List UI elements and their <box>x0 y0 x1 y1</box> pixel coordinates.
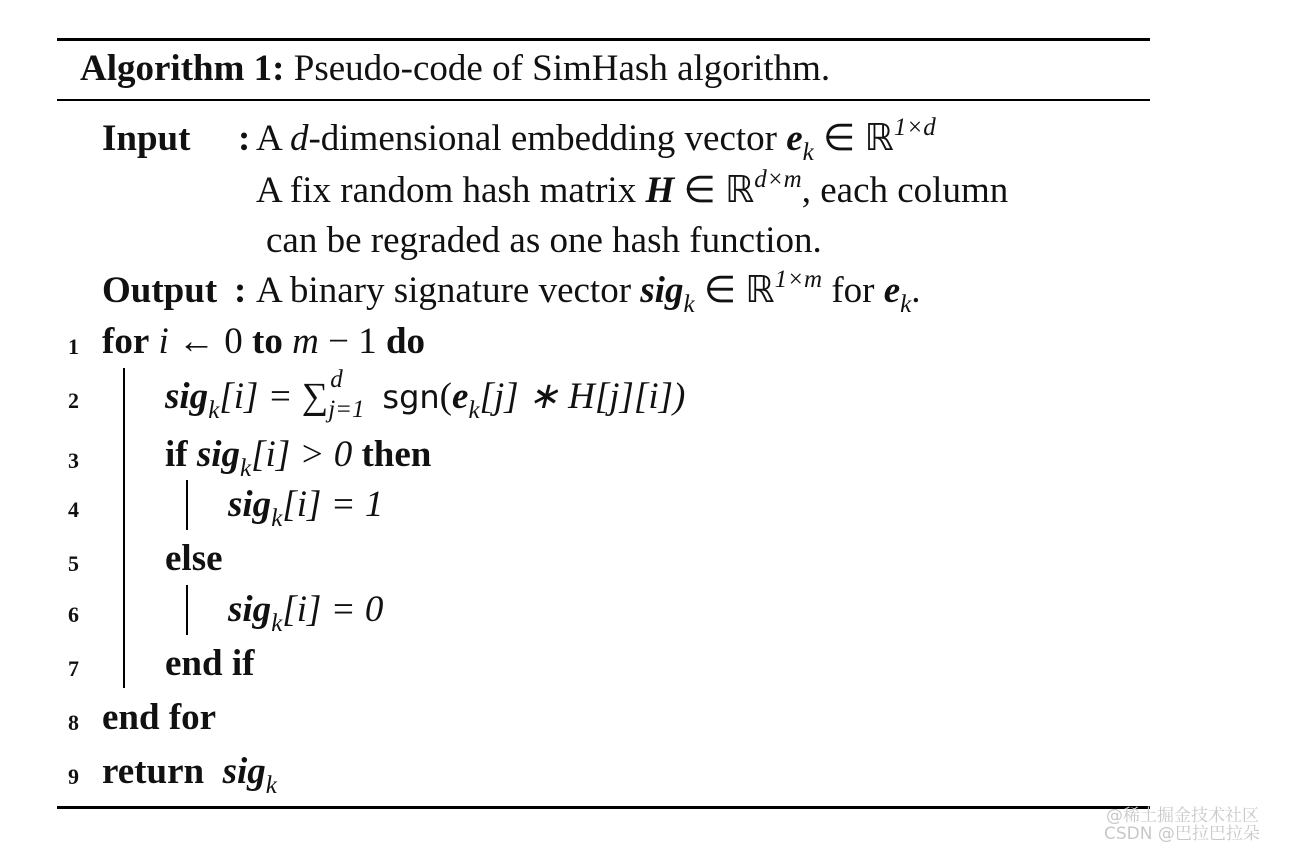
keyword-do: do <box>385 321 426 362</box>
subscript-k: k <box>271 610 283 637</box>
sig-symbol: sig <box>640 270 684 311</box>
line-number: 1 <box>68 334 79 359</box>
code-line-3 <box>165 434 432 482</box>
input-text: A fix random hash matrix <box>256 170 646 211</box>
superscript: d×m <box>754 166 802 193</box>
matrix-h: H <box>645 170 675 211</box>
subscript-k: k <box>240 455 252 482</box>
vector-e: e <box>883 270 901 311</box>
subscript-k: k <box>265 772 277 799</box>
output-colon: : <box>234 270 247 311</box>
sum-upper: d <box>330 365 343 393</box>
code-text: ( <box>439 376 452 417</box>
keyword-return: return <box>102 751 205 792</box>
keyword-for: for <box>102 321 150 362</box>
sum-limits <box>328 365 372 423</box>
sgn-function: sgn <box>372 378 440 416</box>
output-text: for <box>822 270 884 311</box>
code-text: [j] ∗ H[j][i]) <box>479 376 686 417</box>
line-number: 5 <box>68 551 79 576</box>
subscript-k: k <box>208 397 220 424</box>
superscript: 1×d <box>893 114 936 141</box>
input-text: A <box>256 118 290 159</box>
output-label: Output <box>102 270 218 311</box>
line-number: 3 <box>68 448 79 473</box>
input-d: d <box>289 118 309 159</box>
code-line-8: end for <box>102 697 217 738</box>
line-number: 6 <box>68 602 79 627</box>
line-number: 2 <box>68 388 79 413</box>
algorithm-label: Algorithm 1: <box>80 48 285 89</box>
sig-symbol: sig <box>165 376 209 417</box>
keyword-to: to <box>252 321 283 362</box>
code-line-7: end if <box>165 643 255 684</box>
input-label: Input <box>102 118 191 159</box>
output-text: A binary signature vector <box>256 270 641 311</box>
code-line-1 <box>102 323 425 360</box>
input-colon: : <box>238 118 251 159</box>
sig-symbol: sig <box>204 751 266 792</box>
output-text: . <box>911 270 921 311</box>
code-text: [i] > 0 <box>251 434 362 475</box>
top-rule <box>57 38 1150 41</box>
watermark-line-2: CSDN @巴拉巴拉朵 <box>1104 824 1260 844</box>
code-text: − 1 <box>328 321 386 362</box>
vector-e: e <box>452 376 469 417</box>
input-line-2 <box>256 166 1009 211</box>
output-line <box>256 266 921 318</box>
input-line-1 <box>256 114 936 166</box>
code-text: [i] = ∑ <box>219 376 329 417</box>
line-number: 7 <box>68 656 79 681</box>
for-block-bar <box>123 368 125 688</box>
then-block-bar <box>186 480 188 530</box>
line-number: 9 <box>68 764 79 789</box>
vector-e: e <box>786 118 803 159</box>
subscript-k: k <box>683 291 695 318</box>
bottom-rule <box>57 806 1150 809</box>
code-text: ← 0 <box>178 321 253 362</box>
code-text: [i] = 0 <box>282 589 384 630</box>
else-block-bar <box>186 585 188 635</box>
code-line-2 <box>165 365 686 424</box>
algorithm-caption <box>80 50 830 87</box>
var-m: m <box>282 321 329 362</box>
sig-symbol: sig <box>228 484 272 525</box>
in-reals: ∈ ℝ <box>674 170 755 211</box>
sum-lower: j=1 <box>328 395 365 423</box>
in-reals: ∈ ℝ <box>813 118 894 159</box>
line-number: 8 <box>68 710 79 735</box>
code-line-4 <box>228 484 384 532</box>
superscript: 1×m <box>774 266 823 293</box>
line-number: 4 <box>68 497 79 522</box>
caption-rule <box>57 99 1150 101</box>
code-line-6 <box>228 589 384 637</box>
sig-symbol: sig <box>228 589 272 630</box>
code-line-9 <box>102 751 277 799</box>
var-i: i <box>149 321 179 362</box>
code-line-5: else <box>165 538 223 579</box>
in-reals: ∈ ℝ <box>694 270 775 311</box>
input-line-3: can be regraded as one hash function. <box>266 220 822 261</box>
keyword-then: then <box>361 434 432 475</box>
watermark-line-1: @稀土掘金技术社区 <box>1106 806 1259 826</box>
subscript-k: k <box>802 139 814 166</box>
algorithm-title: Pseudo-code of SimHash algorithm. <box>293 48 831 89</box>
keyword-if: if <box>165 434 188 475</box>
subscript-k: k <box>271 505 283 532</box>
input-text: -dimensional embedding vector <box>308 118 787 159</box>
input-text: , each column <box>801 170 1009 211</box>
code-text: [i] = 1 <box>282 484 384 525</box>
sig-symbol: sig <box>187 434 241 475</box>
subscript-k: k <box>468 397 480 424</box>
subscript-k: k <box>900 291 912 318</box>
